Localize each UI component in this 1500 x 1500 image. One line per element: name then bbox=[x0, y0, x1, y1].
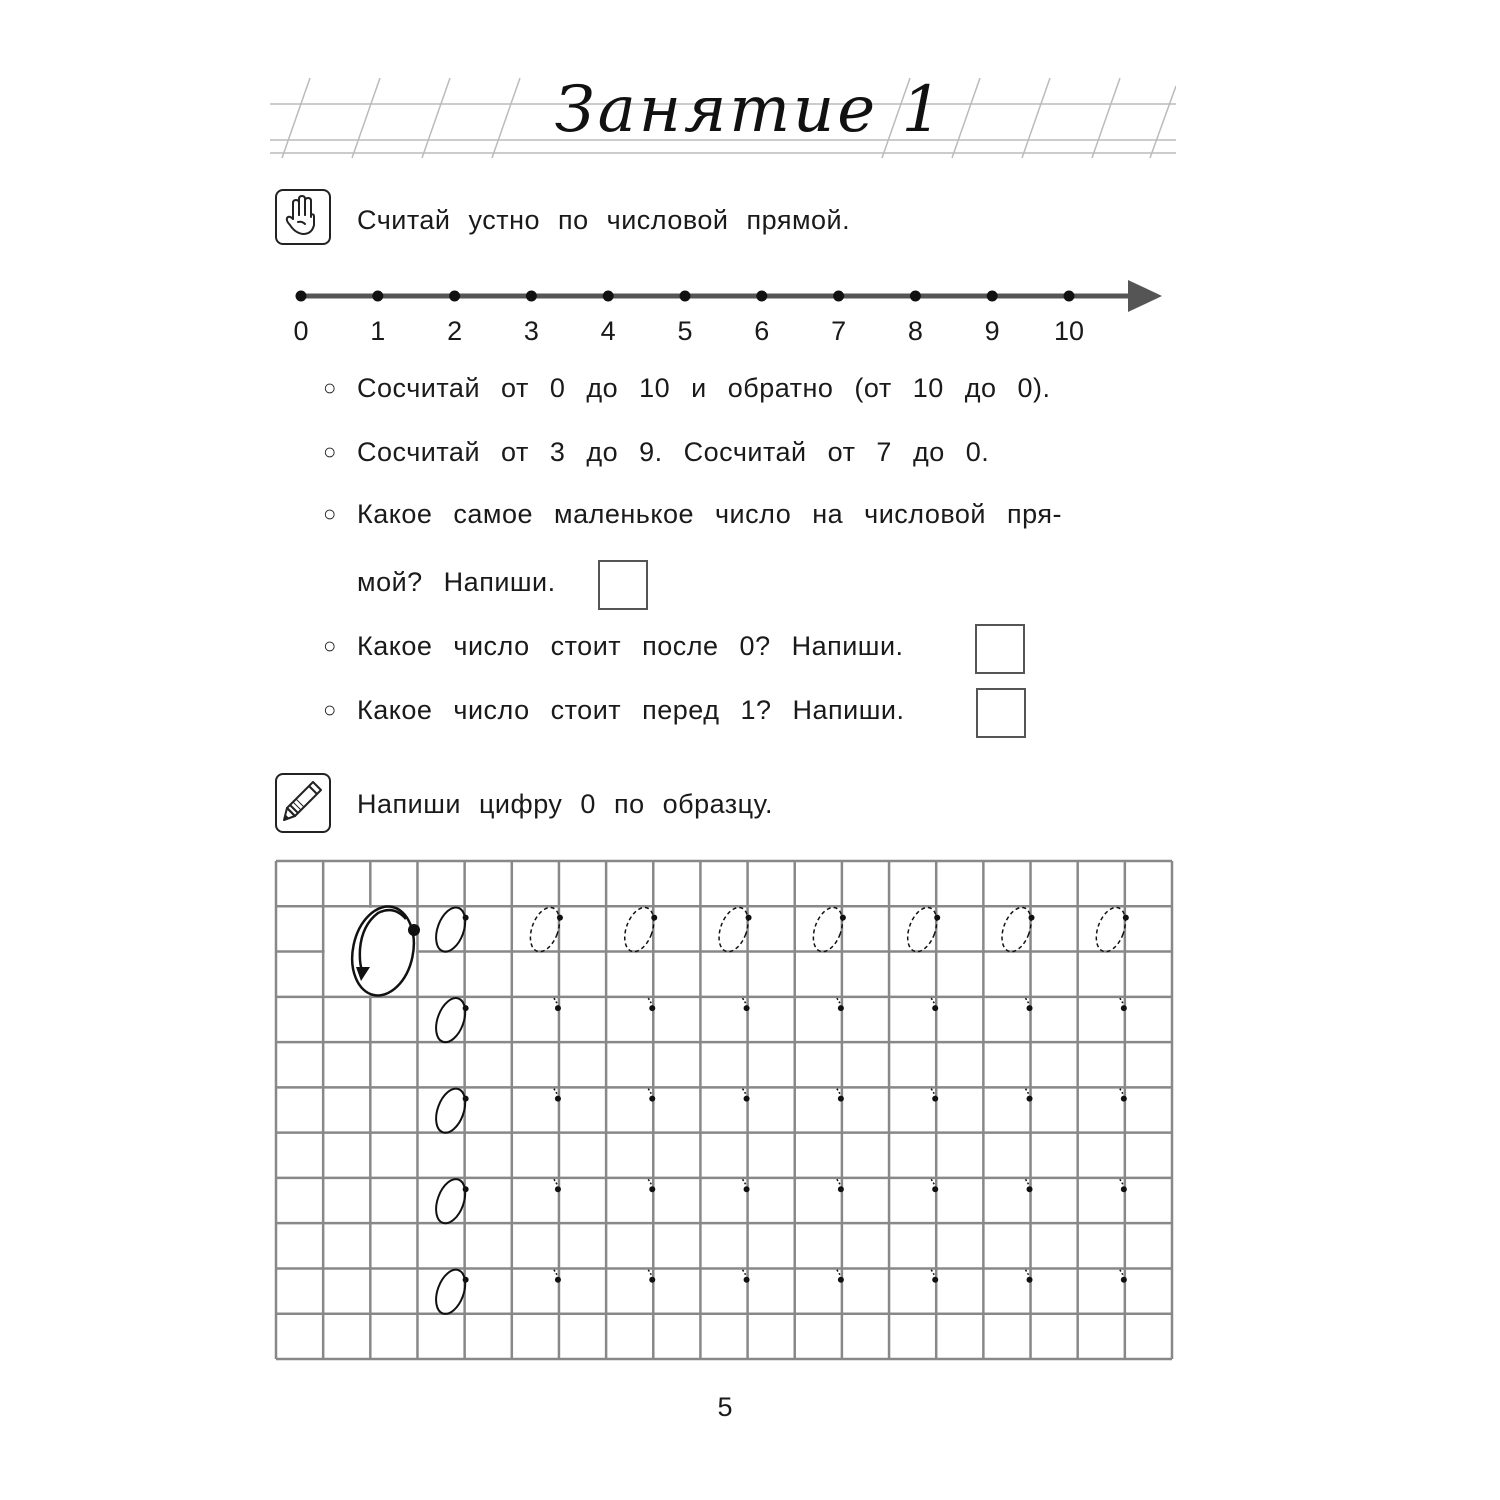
number-line-label-3: 3 bbox=[523, 316, 539, 346]
pencil-icon bbox=[275, 773, 331, 833]
question-5: Какое число стоит перед 1? Напиши. bbox=[357, 695, 905, 725]
answer-box-smallest[interactable] bbox=[598, 560, 648, 610]
number-line-tick-3 bbox=[526, 291, 537, 302]
bullet-icon: ○ bbox=[323, 501, 337, 526]
question-4: Какое число стоит после 0? Напиши. bbox=[357, 631, 904, 661]
number-line-tick-4 bbox=[603, 291, 614, 302]
question-3-line2: мой? Напиши. bbox=[357, 567, 556, 597]
copybook-grid[interactable] bbox=[274, 859, 1174, 1361]
number-line-tick-1 bbox=[372, 291, 383, 302]
number-line-label-6: 6 bbox=[754, 316, 770, 346]
question-2: Сосчитай от 3 до 9. Сосчитай от 7 до 0. bbox=[357, 437, 990, 467]
question-3-line1: Какое самое маленькое число на числовой пря- bbox=[357, 499, 1062, 529]
task1-instruction: Считай устно по числовой прямой. bbox=[357, 205, 851, 235]
number-line-label-4: 4 bbox=[600, 316, 616, 346]
bullet-icon: ○ bbox=[323, 697, 337, 722]
bullet-icon: ○ bbox=[323, 633, 337, 658]
number-line-label-0: 0 bbox=[293, 316, 309, 346]
task2-instruction: Напиши цифру 0 по образцу. bbox=[357, 789, 773, 819]
number-line-label-7: 7 bbox=[831, 316, 847, 346]
number-line-tick-5 bbox=[680, 291, 691, 302]
number-line-label-8: 8 bbox=[907, 316, 923, 346]
number-line-label-9: 9 bbox=[984, 316, 1000, 346]
hand-counting-icon bbox=[275, 189, 331, 245]
question-1: Сосчитай от 0 до 10 и обратно (от 10 до 0). bbox=[357, 373, 1051, 403]
number-line-tick-9 bbox=[987, 291, 998, 302]
number-line-tick-7 bbox=[833, 291, 844, 302]
number-line bbox=[290, 276, 1170, 316]
number-line-tick-10 bbox=[1064, 291, 1075, 302]
answer-box-before-one[interactable] bbox=[976, 688, 1026, 738]
page-title: Занятие 1 bbox=[554, 73, 946, 147]
number-line-label-1: 1 bbox=[370, 316, 386, 346]
number-line-tick-0 bbox=[296, 291, 307, 302]
number-line-tick-6 bbox=[756, 291, 767, 302]
page-number: 5 bbox=[717, 1392, 733, 1422]
number-line-label-5: 5 bbox=[677, 316, 693, 346]
number-line-tick-2 bbox=[449, 291, 460, 302]
answer-box-after-zero[interactable] bbox=[975, 624, 1025, 674]
bullet-icon: ○ bbox=[323, 439, 337, 464]
bullet-icon: ○ bbox=[323, 375, 337, 400]
number-line-label-10: 10 bbox=[1053, 316, 1085, 346]
number-line-tick-8 bbox=[910, 291, 921, 302]
number-line-label-2: 2 bbox=[447, 316, 463, 346]
